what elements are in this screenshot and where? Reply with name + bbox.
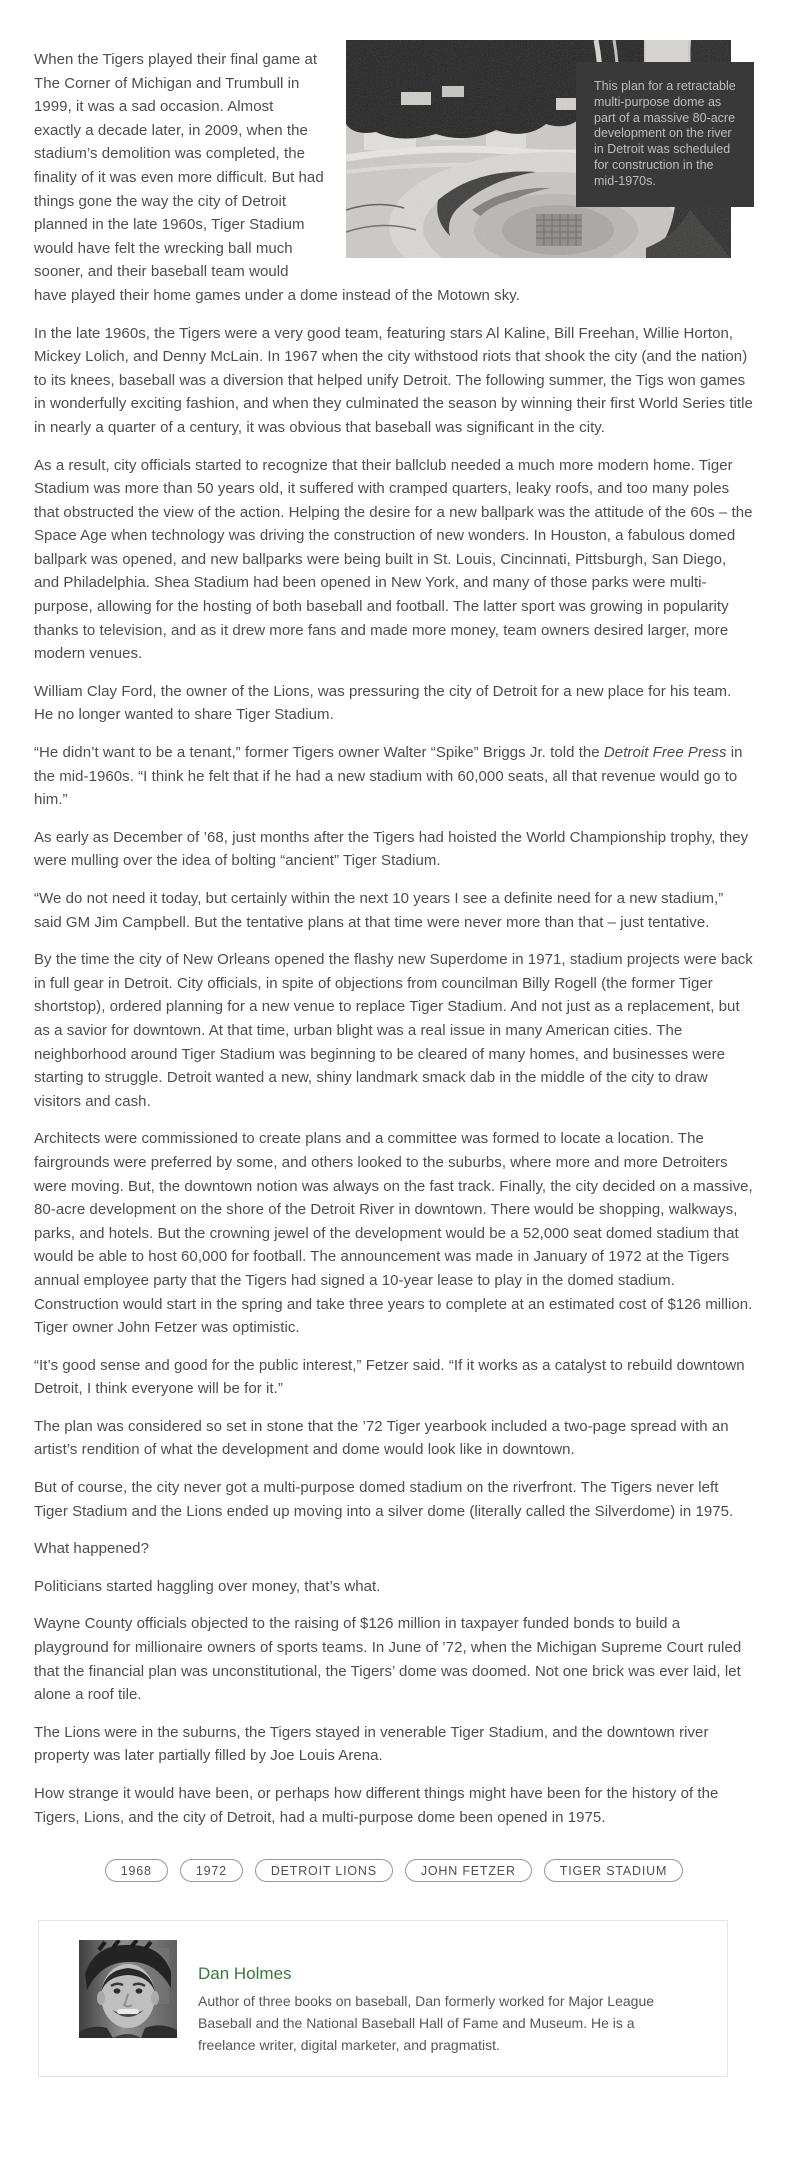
tag-pill[interactable]: 1968 xyxy=(105,1859,168,1882)
article-paragraph xyxy=(34,741,754,812)
tag-pill[interactable]: JOHN FETZER xyxy=(405,1859,532,1882)
tag-list xyxy=(34,1859,754,1882)
article-paragraph xyxy=(34,322,754,440)
tag-pill[interactable]: DETROIT LIONS xyxy=(255,1859,393,1882)
paragraph-text: “It’s good sense and good for the public interest,” Fetzer said. “If it works as a catalyst to rebuild downtown Detroit, I think everyone will be for it.” xyxy=(34,1356,745,1398)
paragraph-text: Wayne County officials objected to the raising of $126 million in taxpayer funded bonds to build a playground for millionaire owners of sports teams. In June of ’72, when the Michigan Supreme Court ruled that the financial plan was unconstitutional, the Tigers’ dome was doomed. Not one brick was ever laid, let alone a roof tile. xyxy=(34,1615,742,1704)
tag-pill[interactable]: TIGER STADIUM xyxy=(544,1859,683,1882)
paragraph-text: But of course, the city never got a multi-purpose domed stadium on the riverfront. The Tigers never left Tiger Stadium and the Lions ended up moving into a silver dome (literally called the Silverdome) in 1975. xyxy=(34,1479,734,1520)
article-paragraph xyxy=(34,1537,754,1561)
article-paragraph xyxy=(34,1575,754,1599)
article-paragraphs xyxy=(34,48,754,1829)
article-paragraph xyxy=(34,454,754,666)
article-paragraph xyxy=(34,887,754,934)
author-info xyxy=(198,1940,678,2056)
article-paragraph xyxy=(34,1415,754,1462)
photo-caption: This plan for a retractable multi-purpose dome as part of a massive 80-acre development on the river in Detroit was scheduled for construction in the mid-1970s. xyxy=(576,62,754,207)
article-paragraph xyxy=(34,948,754,1113)
paragraph-text: When the Tigers played their final game at The Corner of Michigan and Trumbull in 1999, it was a sad occasion. Almost exactly a decade later, in 2009, when the stadium’s demolition was completed, the finality of it was even more difficult. But had things gone the way the city of Detroit planned in the late 1960s, Tiger Stadium would have felt the wrecking ball much sooner, and their baseball team would have played their home games under a dome instead of the Motown sky. xyxy=(34,51,520,304)
paragraph-text: How strange it would have been, or perhaps how different things might have been for the history of the Tigers, Lions, and the city of Detroit, had a multi-purpose dome been opened in 1975. xyxy=(34,1785,719,1826)
paragraph-text: in the mid-1960s. “I think he felt that if he had a new stadium with 60,000 seats, all that revenue would go to him.” xyxy=(34,744,743,809)
article-paragraph xyxy=(34,1721,754,1768)
article-paragraph xyxy=(34,1354,754,1401)
article-paragraph xyxy=(34,1612,754,1706)
italic-text: Detroit Free Press xyxy=(603,744,727,762)
article-paragraph xyxy=(34,680,754,727)
tag-pill[interactable]: 1972 xyxy=(180,1859,243,1882)
paragraph-text: The plan was considered so set in stone that the ’72 Tiger yearbook included a two-page spread with an artist’s rendition of what the development and dome would look like in downtown. xyxy=(34,1417,729,1459)
paragraph-text: In the late 1960s, the Tigers were a very good team, featuring stars Al Kaline, Bill Freehan, Willie Horton, Mickey Lolich, and Denny McLain. In 1967 when the city withstood riots that shook the city (and the nation) to its knees, baseball was a diversion that helped unify Detroit. The following summer, the Tigs won games in wonderfully exciting fashion, and when they culminated the season by winning their first World Series title in nearly a quarter of a century, it was obvious that baseball was significant in the city. xyxy=(34,324,753,436)
article-paragraph xyxy=(34,1782,754,1829)
article-paragraph xyxy=(34,826,754,873)
paragraph-text: Architects were commissioned to create plans and a committee was formed to locate a location. The fairgrounds were preferred by some, and others looked to the suburbs, where more and more Detroiters were moving. But, the downtown notion was always on the fast track. Finally, the city decided on a massive, 80-acre development on the shore of the Detroit River in downtown. There would be shopping, walkways, parks, and hotels. But the crowning jewel of the development would be a 52,000 seat domed stadium that would be able to host 60,000 for football. The announcement was made in January of 1972 at the Tigers annual employee party that the Tigers had signed a 10-year lease to play in the domed stadium. Construction would start in the spring and take three years to complete at an estimated cost of $126 million. Tiger owner John Fetzer was optimistic. xyxy=(34,1130,753,1337)
stadium-photo-figure xyxy=(346,40,754,258)
paragraph-text: What happened? xyxy=(34,1540,149,1558)
paragraph-text: Politicians started haggling over money, that’s what. xyxy=(34,1577,381,1595)
author-portrait-illustration xyxy=(79,1940,177,2038)
paragraph-text: William Clay Ford, the owner of the Lions, was pressuring the city of Detroit for a new place for his team. He no longer wanted to share Tiger Stadium. xyxy=(34,682,732,724)
paragraph-text: As a result, city officials started to recognize that their ballclub needed a much more modern home. Tiger Stadium was more than 50 years old, it suffered with cramped quarters, leaky roofs, and too many poles that obstructed the view of the action. Helping the desire for a new ballpark was the attitude of the 60s – the Space Age when technology was driving the construction of new wonders. In Houston, a fabulous domed ballpark was opened, and new ballparks were being built in St. Louis, Cincinnati, Pittsburgh, San Diego, and Philadelphia. Shea Stadium had been opened in New York, and many of those parks were multi-purpose, allowing for the hosting of both baseball and football. The latter sport was growing in popularity thanks to television, and as it drew more fans and made more money, team owners desired larger, more modern venues. xyxy=(34,456,753,663)
paragraph-text: “We do not need it today, but certainly within the next 10 years I see a definite need for a new stadium,” said GM Jim Campbell. But the tentative plans at that time were never more than that – just tentative. xyxy=(34,890,724,931)
article-paragraph xyxy=(34,1476,754,1523)
paragraph-text: As early as December of ’68, just months after the Tigers had hoisted the World Championship trophy, they were mulling over the idea of bolting “ancient” Tiger Stadium. xyxy=(34,828,749,870)
paragraph-text: “He didn’t want to be a tenant,” former Tigers owner Walter “Spike” Briggs Jr. told the xyxy=(34,744,604,762)
author-card xyxy=(38,1920,728,2077)
author-name-link[interactable]: Dan Holmes xyxy=(198,1964,292,1984)
article-paragraph xyxy=(34,1127,754,1339)
author-avatar xyxy=(79,1940,177,2038)
author-bio: Author of three books on baseball, Dan formerly worked for Major League Baseball and the National Baseball Hall of Fame and Museum. He is a freelance writer, digital marketer, and pragmatist. xyxy=(198,1993,655,2054)
paragraph-text: By the time the city of New Orleans opened the flashy new Superdome in 1971, stadium projects were back in full gear in Detroit. City officials, in spite of objections from councilman Billy Rogell (the former Tiger shortstop), ordered planning for a new venue to replace Tiger Stadium. And not just as a replacement, but as a savior for downtown. At that time, urban blight was a real issue in many American cities. The neighborhood around Tiger Stadium was beginning to be cleared of many homes, and businesses were starting to struggle. Detroit wanted a new, shiny landmark smack dab in the middle of the city to draw visitors and cash. xyxy=(34,951,753,1110)
paragraph-text: The Lions were in the suburns, the Tigers stayed in venerable Tiger Stadium, and the downtown river property was later partially filled by Joe Louis Arena. xyxy=(34,1723,709,1765)
